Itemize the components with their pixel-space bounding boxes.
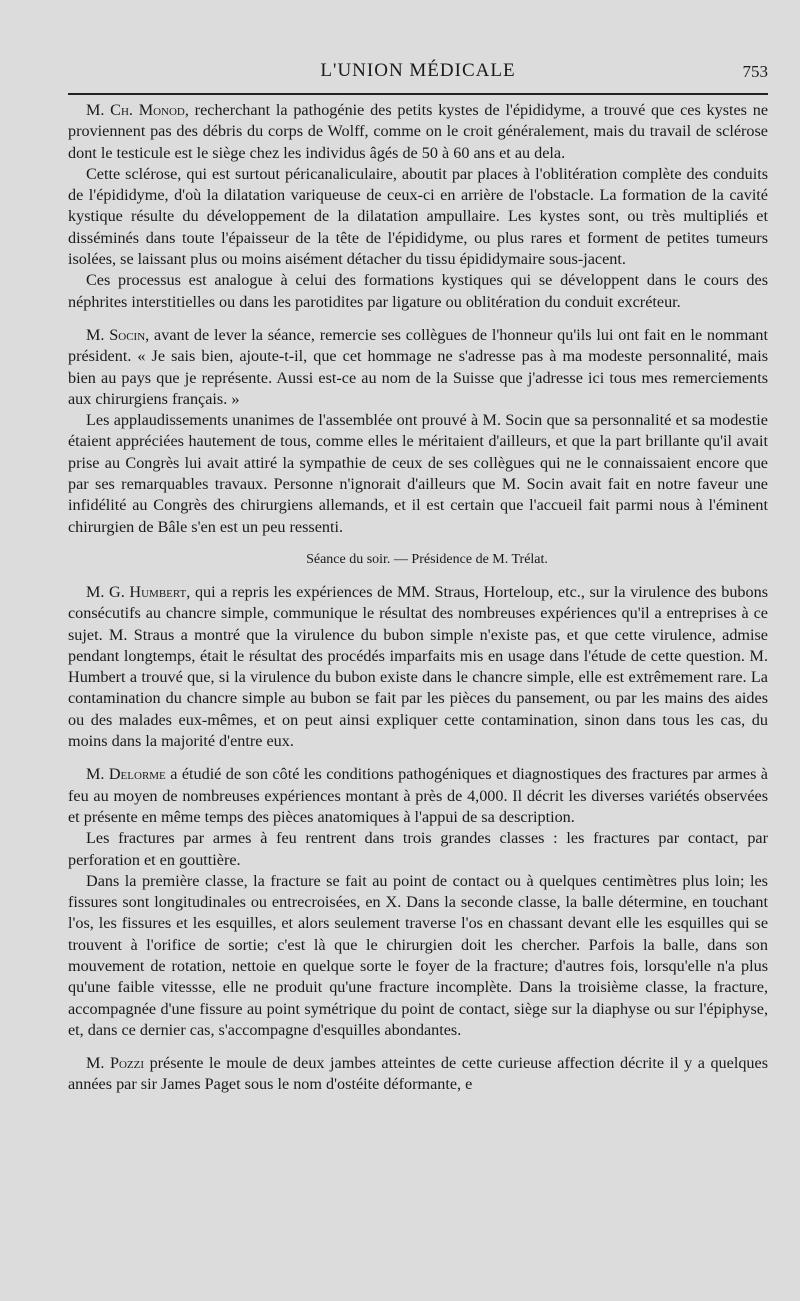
- paragraph-fractures-classes: [68, 828, 768, 871]
- page-number: 753: [742, 62, 768, 81]
- paragraph-delorme: [68, 764, 768, 828]
- paragraph-applaudissements: [68, 410, 768, 538]
- paragraph-text: Dans la première classe, la fracture se fait au point de contact ou à quelques centimètres plus loin; les fissures sont longitudinales ou entrecroisées, en X. Dans la seconde classe, la balle détermine, en touchant l'os, les fissures et les esquilles, et alors seulement traverse l'os en chassant devant elle les esquilles qui se trouvent à l'orifice de sortie; c'est là que le chirurgien doit les chercher. Parfois la balle, dans son mouvement de rotation, nettoie en quelque sorte le foyer de la fracture; d'autres fois, lorsqu'elle n'a plus qu'une faible vitessse, elle ne produit qu'une fracture incomplète. Dans la troisième classe, la fracture, accompagnée d'une fissure au point symétrique du point de contact, siège sur la diaphyse ou sur l'épiphyse, et, dans ce dernier cas, s'accompagne d'esquilles abondantes.: [68, 871, 768, 1039]
- paragraph-text: Cette sclérose, qui est surtout péricanaliculaire, aboutit par places à l'oblitération complète des conduits de l'épididyme, d'où la dilatation variqueuse de ceux-ci en arrière de l'obstacle. La formation de la cavité kystique résulte du développement de la dilatation ampullaire. Les kystes sont, ou très multipliés et disséminés dans toute l'épaisseur de la tête de l'épididyme, ou plus rares et forment de petites tumeurs isolées, se laissant plus ou moins aisément détacher du tissu épididymaire sous-jacent.: [68, 164, 768, 269]
- journal-title: L'UNION MÉDICALE: [320, 60, 516, 81]
- running-head: [68, 58, 768, 88]
- paragraph-processus: [68, 270, 768, 313]
- paragraph-text: présente le moule de deux jambes atteintes de cette curieuse affection décrite il y a quelques années par sir James Paget sous le nom d'ostéite déformante, e: [68, 1054, 768, 1094]
- paragraph-premiere-classe: [68, 871, 768, 1041]
- paragraph-pozzi: [68, 1053, 768, 1096]
- speaker-name: M. G. Humbert,: [86, 582, 191, 601]
- section-heading: Séance du soir. — Présidence de M. Trélat.: [306, 551, 548, 567]
- article-body: [68, 100, 768, 1096]
- paragraph-text: recherchant la pathogénie des petits kystes de l'épididyme, a trouvé que ces kystes ne proviennent pas des débris du corps de Wolff, comme on le croit généralement, mais du travail de sclérose dont le testicule est le siège chez les individus âgés de 50 à 60 ans et au dela.: [68, 101, 768, 162]
- speaker-name: M. Delorme: [86, 765, 166, 784]
- speaker-name: M. Pozzi: [86, 1054, 145, 1073]
- paragraph-humbert: [68, 582, 768, 752]
- paragraph-socin: [68, 325, 768, 410]
- header-rule: [68, 93, 768, 95]
- paragraph-text: Les fractures par armes à feu rentrent dans trois grandes classes : les fractures par contact, par perforation et en gouttière.: [68, 829, 768, 869]
- paragraph-text: avant de lever la séance, remercie ses collègues de l'honneur qu'ils lui ont fait en le nommant président. « Je sais bien, ajoute-t-il, que cet hommage ne s'adresse pas à ma modeste personnalité, mais bien au pays que je représente. Aussi est-ce au nom de la Suisse que j'adresse ici tous mes remerciements aux chirurgiens français. »: [68, 325, 768, 408]
- paragraph-text: Ces processus est analogue à celui des formations kystiques qui se développent dans le cours des néphrites interstitielles ou dans les parotidites par ligature ou oblitération du conduit excréteur.: [68, 271, 768, 311]
- paragraph-sclerose: [68, 164, 768, 270]
- paragraph-monod: [68, 100, 768, 164]
- paragraph-text: a étudié de son côté les conditions pathogéniques et diagnostiques des fractures par armes à feu au moyen de nombreuses expériences montant à près de 4,000. Il décrit les diverses variétés observées et présente en même temps des pièces anatomiques à l'appui de sa description.: [68, 765, 768, 826]
- speaker-name: M. Socin,: [86, 325, 150, 344]
- speaker-name: M. Ch. Monod,: [86, 101, 189, 119]
- paragraph-text: qui a repris les expériences de MM. Straus, Horteloup, etc., sur la virulence des bubons consécutifs au chancre simple, communique le résultat des nombreuses expériences qu'il a entreprises à ce sujet. M. Straus a montré que la virulence du bubon simple n'existe pas, et que cette virulence, admise pendant longtemps, était le résultat des procédés imparfaits mis en usage dans l'étude de cette question. M. Humbert a trouvé que, si la virulence du bubon existe dans le chancre simple, elle est extrêmement rare. La contamination du chancre simple au bubon se fait par les pièces du pansement, ou par les mains des aides ou des malades eux-mêmes, et on peut ainsi expliquer cette contamination, sinon dans tous les cas, du moins dans la majorité d'entre eux.: [68, 582, 768, 751]
- paragraph-text: Les applaudissements unanimes de l'assemblée ont prouvé à M. Socin que sa personnalité et sa modestie étaient appréciées hautement de tous, comme elles le méritaient d'ailleurs, et que la part brillante qu'il avait prise au Congrès lui avait attiré la sympathie de ceux de ses collègues qui ne le connaissaient encore que par ses remarquables travaux. Personne n'ignorait d'ailleurs que M. Socin avait fait en notre faveur une infidélité au Congrès des chirurgiens allemands, et il est certain que l'accueil fait parmi nous à l'éminent chirurgien de Bâle s'en est un peu ressenti.: [68, 411, 768, 536]
